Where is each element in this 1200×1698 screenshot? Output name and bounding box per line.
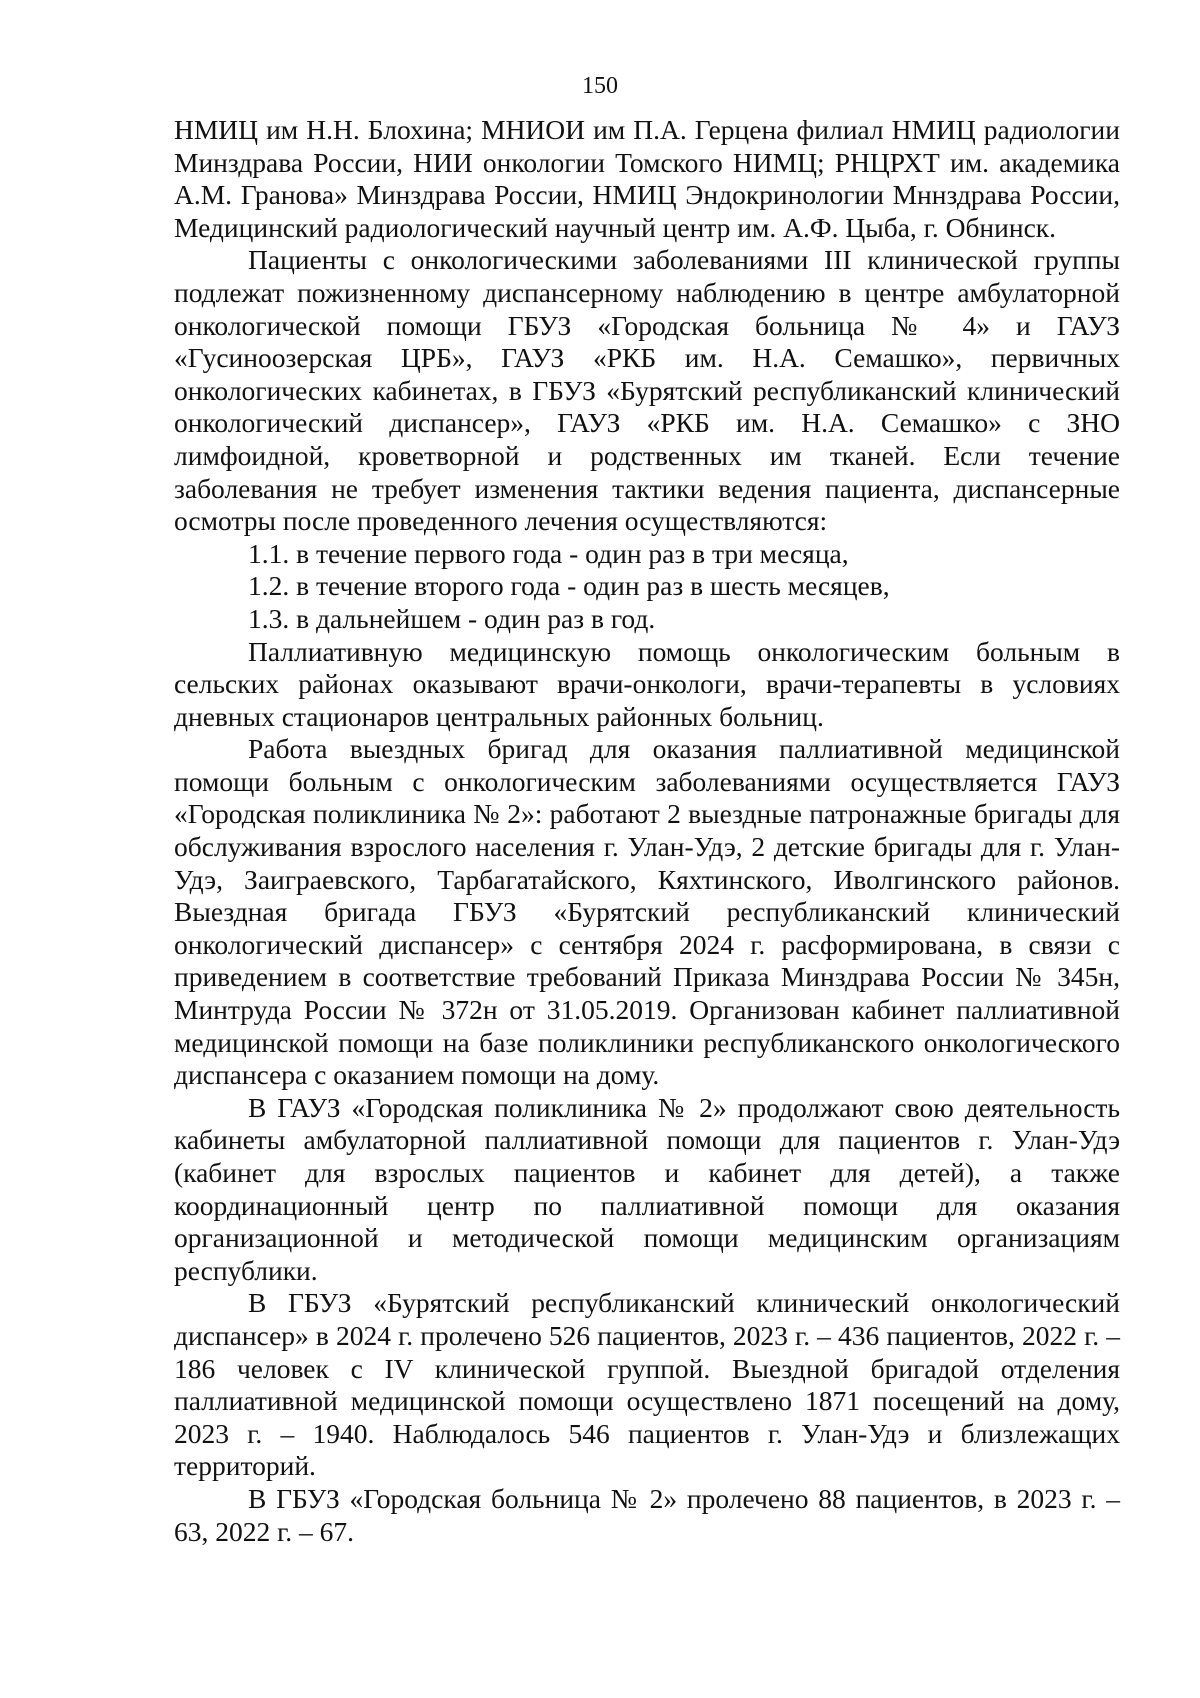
document-body xyxy=(174,114,1120,1548)
page-number: 150 xyxy=(582,73,618,99)
list-item-second-year: 1.2. в течение второго года - один раз в шесть месяцев, xyxy=(248,570,890,602)
paragraph-outpatient-cabinets: В ГАУЗ «Городская поликлиника № 2» продолжают свою деятельность кабинеты амбулаторной паллиативной помощи для пациентов г. Улан-Удэ (кабинет для взрослых пациентов и кабинет для детей), а также координационный центр по паллиативной помощи для оказания организационной и методической помощи медицинским организациям республики. xyxy=(174,1091,1120,1286)
list-item-further: 1.3. в дальнейшем - один раз в год. xyxy=(248,602,656,634)
paragraph-institutions: НМИЦ им Н.Н. Блохина; МНИОИ им П.А. Герцена филиал НМИЦ радиологии Минздрава России, НИИ онкологии Томского НИМЦ; РНЦРХТ им. академика А.М. Гранова» Минздрава России, НМИЦ Эндокринологии Мннздрава России, Медицинский радиологический научный центр им. А.Ф. Цыба, г. Обнинск. xyxy=(174,114,1120,243)
paragraph-dispensary-statistics: В ГБУЗ «Бурятский республиканский клинический онкологический диспансер» в 2024 г. пролечено 526 пациентов, 2023 г. – 436 пациентов, 2022 г. – 186 человек с IV клинической группой. Выездной бригадой отделения паллиативной медицинской помощи осуществлено 1871 посещений на дому, 2023 г. – 1940. Наблюдалось 546 пациентов г. Улан-Удэ и близлежащих территорий. xyxy=(174,1287,1120,1482)
paragraph-dispensary-observation: Пациенты с онкологическими заболеваниями III клинической группы подлежат пожизненному диспансерному наблюдению в центре амбулаторной онкологической помощи ГБУЗ «Городская больница № 4» и ГАУЗ «Гусиноозерская ЦРБ», ГАУЗ «РКБ им. Н.А. Семашко», первичных онкологических кабинетах, в ГБУЗ «Бурятский республиканский клинический онкологический диспансер», ГАУЗ «РКБ им. Н.А. Семашко» с ЗНО лимфоидной, кроветворной и родственных им тканей. Если течение заболевания не требует изменения тактики ведения пациента, диспансерные осмотры после проведенного лечения осуществляются: xyxy=(174,244,1120,537)
paragraph-palliative-rural: Паллиативную медицинскую помощь онкологическим больным в сельских районах оказывают врачи-онкологи, врачи-терапевты в условиях дневных стационаров центральных районных больниц. xyxy=(174,635,1120,732)
list-item-first-year: 1.1. в течение первого года - один раз в три месяца, xyxy=(248,537,849,569)
paragraph-mobile-teams: Работа выездных бригад для оказания паллиативной медицинской помощи больным с онкологическим заболеваниями осуществляется ГАУЗ «Городская поликлиника № 2»: работают 2 выездные патронажные бригады для обслуживания взрослого населения г. Улан-Удэ, 2 детские бригады для г. Улан-Удэ, Заиграевского, Тарбагатайского, Кяхтинского, Иволгинского районов. Выездная бригада ГБУЗ «Бурятский республиканский клинический онкологический диспансер» с сентября 2024 г. расформирована, в связи с приведением в соответствие требований Приказа Минздрава России № 345н, Минтруда России № 372н от 31.05.2019. Организован кабинет паллиативной медицинской помощи на базе поликлиники республиканского онкологического диспансера с оказанием помощи на дому. xyxy=(174,733,1120,1091)
paragraph-city-hospital-statistics: В ГБУЗ «Городская больница № 2» пролечено 88 пациентов, в 2023 г. – 63, 2022 г. – 67. xyxy=(174,1482,1120,1547)
